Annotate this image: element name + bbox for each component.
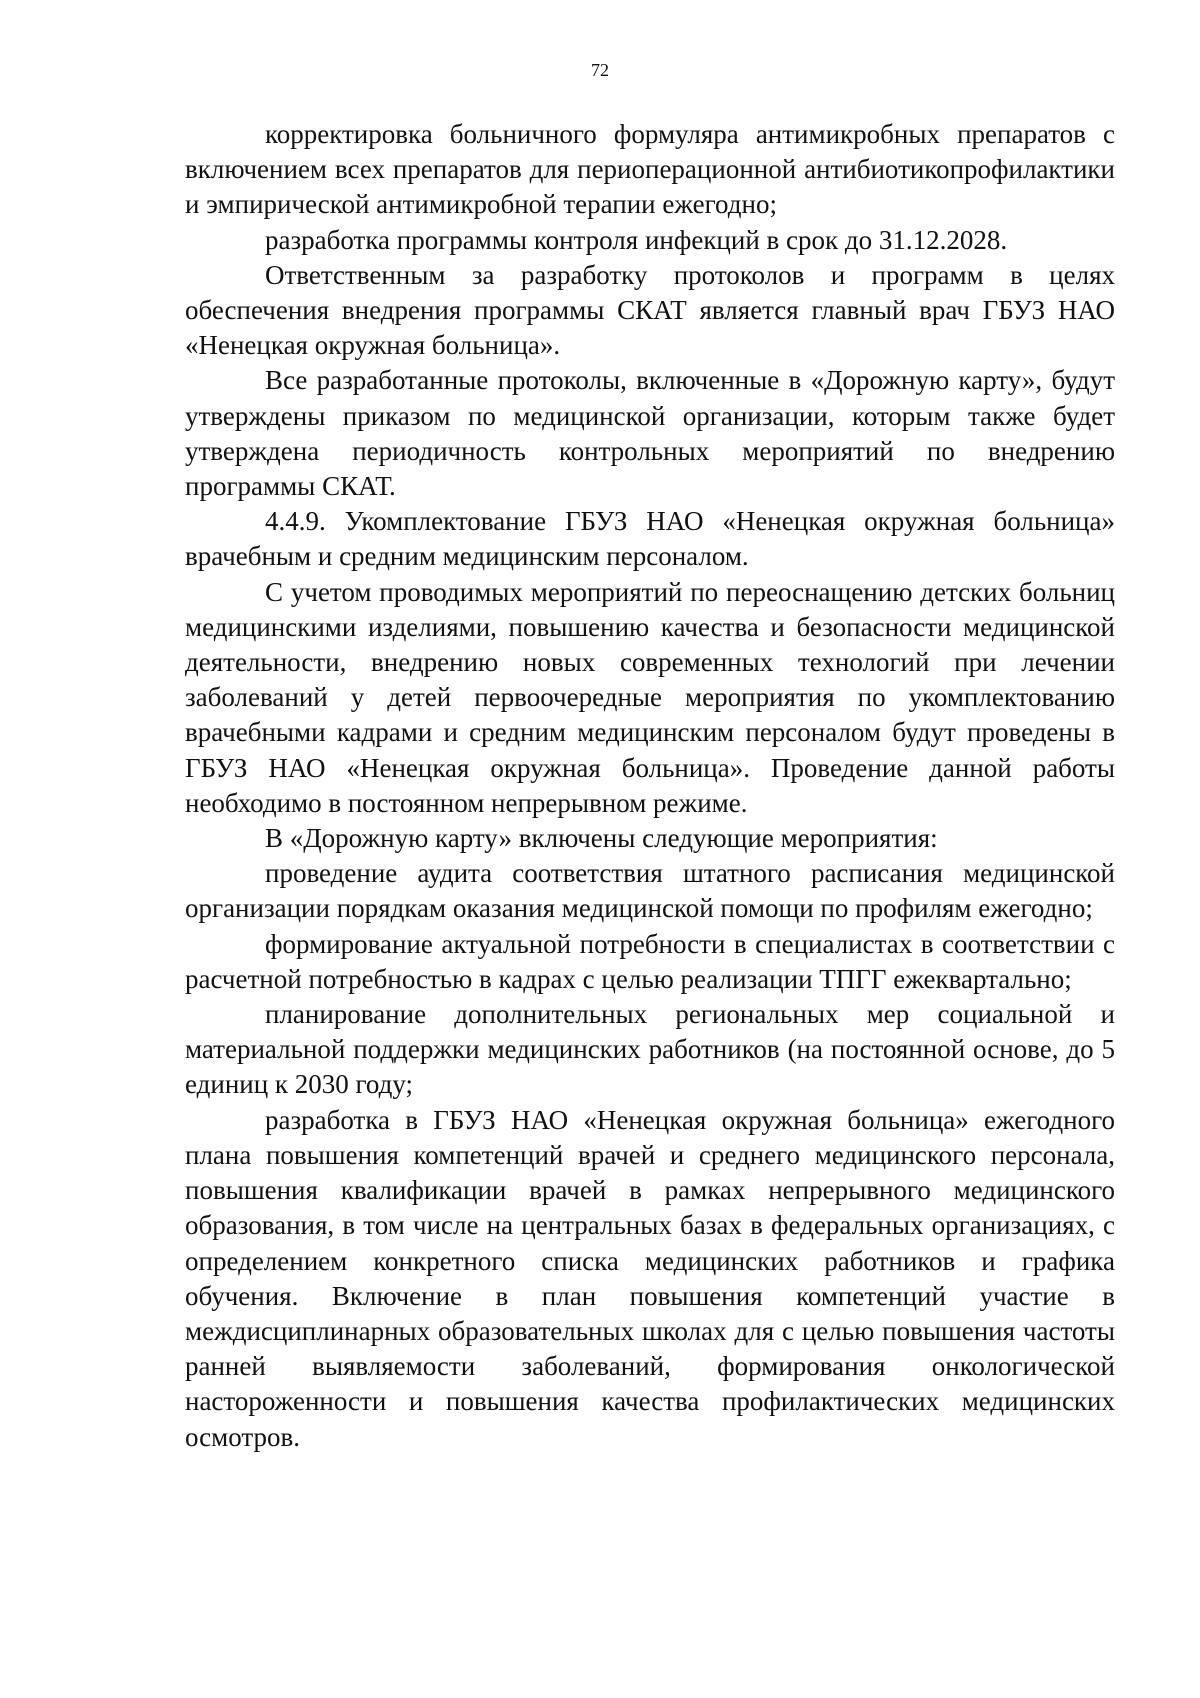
page-number: 72 <box>591 60 609 80</box>
section-heading-4-4-9: 4.4.9. Укомплектование ГБУЗ НАО «Ненецкая окружная больница» врачебным и средним медицинским персоналом. <box>185 506 1115 572</box>
list-item-staff-audit: проведение аудита соответствия штатного расписания медицинской организации порядкам оказания медицинской помощи по профилям ежегодно; <box>185 858 1115 924</box>
paragraph-responsible-person: Ответственным за разработку протоколов и программ в целях обеспечения внедрения программы СКАТ является главный врач ГБУЗ НАО «Ненецкая окружная больница». <box>185 259 1115 361</box>
paragraph-infection-control-program: разработка программы контроля инфекций в срок до 31.12.2028. <box>265 224 1008 255</box>
paragraph-protocols-approval: Все разработанные протоколы, включенные в «Дорожную карту», будут утверждены приказом по медицинской организации, которым также будет утверждена периодичность контрольных мероприятий по внедрению программы СКАТ. <box>185 365 1115 502</box>
list-item-support-measures: планирование дополнительных региональных мер социальной и материальной поддержки медицинских работников (на постоянной основе, до 5 единиц к 2030 году; <box>185 999 1115 1100</box>
list-item-specialist-demand: формирование актуальной потребности в специалистах в соответствии с расчетной потребностью в кадрах с целью реализации ТПГГ ежеквартально; <box>185 928 1115 994</box>
list-item-competency-plan: разработка в ГБУЗ НАО «Ненецкая окружная больница» ежегодного плана повышения компетенций врачей и среднего медицинского персонала, повышения квалификации врачей в рамках непрерывного медицинского образования, в том числе на центральных базах в федеральных организациях, с определением конкретного списка медицинских работников и графика обучения. Включение в план повышения компетенций участие в междисциплинарных образовательных школах для с целью повышения частоты ранней выявляемости заболеваний, формирования онкологической настороженности и повышения качества профилактических медицинских осмотров. <box>185 1104 1115 1452</box>
document-body <box>185 117 1115 1455</box>
paragraph-staffing-measures: С учетом проводимых мероприятий по переоснащению детских больниц медицинскими изделиями, повышению качества и безопасности медицинской деятельности, внедрению новых современных технологий при лечении заболеваний у детей первоочередные мероприятия по укомплектованию врачебными кадрами и средним медицинским персоналом будут проведены в ГБУЗ НАО «Ненецкая окружная больница». Проведение данной работы необходимо в постоянном непрерывном режиме. <box>185 576 1115 818</box>
paragraph-roadmap-intro: В «Дорожную карту» включены следующие мероприятия: <box>265 823 938 854</box>
paragraph-formulary-correction: корректировка больничного формуляра антимикробных препаратов с включением всех препаратов для периоперационной антибиотикопрофилактики и эмпирической антимикробной терапии ежегодно; <box>185 119 1115 220</box>
